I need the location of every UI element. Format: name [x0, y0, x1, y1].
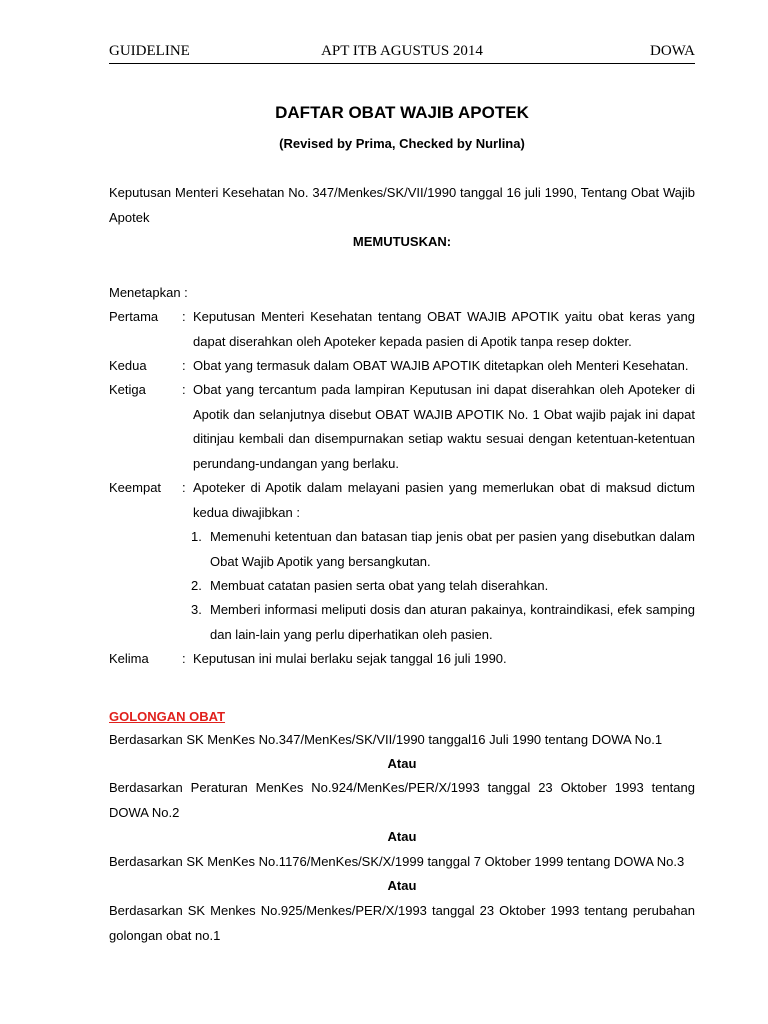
- memutuskan-heading: MEMUTUSKAN:: [352, 234, 452, 249]
- menetapkan-label: Menetapkan :: [109, 285, 188, 300]
- header-center: APT ITB AGUSTUS 2014: [321, 43, 483, 59]
- item-text: Memberi informasi meliputi dosis dan aturan pakainya, kontraindikasi, efek samping dan lain-lain yang perlu diperhatikan oleh pasien.: [210, 602, 695, 642]
- item-number: 3.: [191, 602, 202, 617]
- decision-colon: :: [182, 480, 186, 495]
- separator-atau: Atau: [387, 829, 417, 844]
- separator-atau: Atau: [387, 878, 417, 893]
- decision-label: Pertama: [109, 309, 159, 324]
- decision-colon: :: [182, 382, 186, 397]
- document-subtitle: (Revised by Prima, Checked by Nurlina): [279, 136, 525, 151]
- decision-colon: :: [182, 651, 186, 666]
- golongan-entry: Berdasarkan Peraturan MenKes No.924/MenKes/PER/X/1993 tanggal 23 Oktober 1993 tentang DOWA No.2: [109, 780, 695, 820]
- decision-text: Apoteker di Apotik dalam melayani pasien yang memerlukan obat di maksud dictum kedua diwajibkan :: [193, 480, 695, 520]
- decision-colon: :: [182, 309, 186, 324]
- decision-text: Keputusan Menteri Kesehatan tentang OBAT WAJIB APOTIK yaitu obat keras yang dapat diserahkan oleh Apoteker kepada pasien di Apotik tanpa resep dokter.: [193, 309, 695, 349]
- decision-label: Keempat: [109, 480, 162, 495]
- decision-label: Kedua: [109, 358, 147, 373]
- document-title: DAFTAR OBAT WAJIB APOTEK: [275, 103, 529, 122]
- golongan-entry: Berdasarkan SK MenKes No.1176/MenKes/SK/X/1999 tanggal 7 Oktober 1999 tentang DOWA No.3: [109, 854, 685, 869]
- decision-text: Obat yang tercantum pada lampiran Keputusan ini dapat diserahkan oleh Apoteker di Apotik dan selanjutnya disebut OBAT WAJIB APOTIK No. 1 Obat wajib pajak ini dapat ditinjau kembali dan disempurnakan setiap waktu sesuai dengan ketentuan-ketentuan perundang-undangan yang berlaku.: [193, 382, 695, 471]
- item-number: 1.: [191, 529, 202, 544]
- item-number: 2.: [191, 578, 202, 593]
- item-text: Membuat catatan pasien serta obat yang telah diserahkan.: [210, 578, 549, 593]
- decision-colon: :: [182, 358, 186, 373]
- golongan-entry: Berdasarkan SK MenKes No.347/MenKes/SK/VII/1990 tanggal16 Juli 1990 tentang DOWA No.1: [109, 732, 663, 747]
- item-text: Memenuhi ketentuan dan batasan tiap jenis obat per pasien yang disebutkan dalam Obat Wajib Apotik yang bersangkutan.: [210, 529, 695, 569]
- golongan-entry: Berdasarkan SK Menkes No.925/Menkes/PER/X/1993 tanggal 23 Oktober 1993 tentang perubahan golongan obat no.1: [109, 903, 695, 943]
- header-left: GUIDELINE: [109, 43, 190, 59]
- header-right: DOWA: [650, 43, 695, 59]
- intro-paragraph: Keputusan Menteri Kesehatan No. 347/Menkes/SK/VII/1990 tanggal 16 juli 1990, Tentang Obat Wajib Apotek: [109, 185, 695, 225]
- running-header: [109, 41, 695, 64]
- decision-label: Kelima: [109, 651, 149, 666]
- decision-text: Obat yang termasuk dalam OBAT WAJIB APOTIK ditetapkan oleh Menteri Kesehatan.: [193, 358, 689, 373]
- golongan-obat-heading: GOLONGAN OBAT: [109, 709, 226, 724]
- separator-atau: Atau: [387, 756, 417, 771]
- decision-text: Keputusan ini mulai berlaku sejak tanggal 16 juli 1990.: [193, 651, 507, 666]
- decision-label: Ketiga: [109, 382, 146, 397]
